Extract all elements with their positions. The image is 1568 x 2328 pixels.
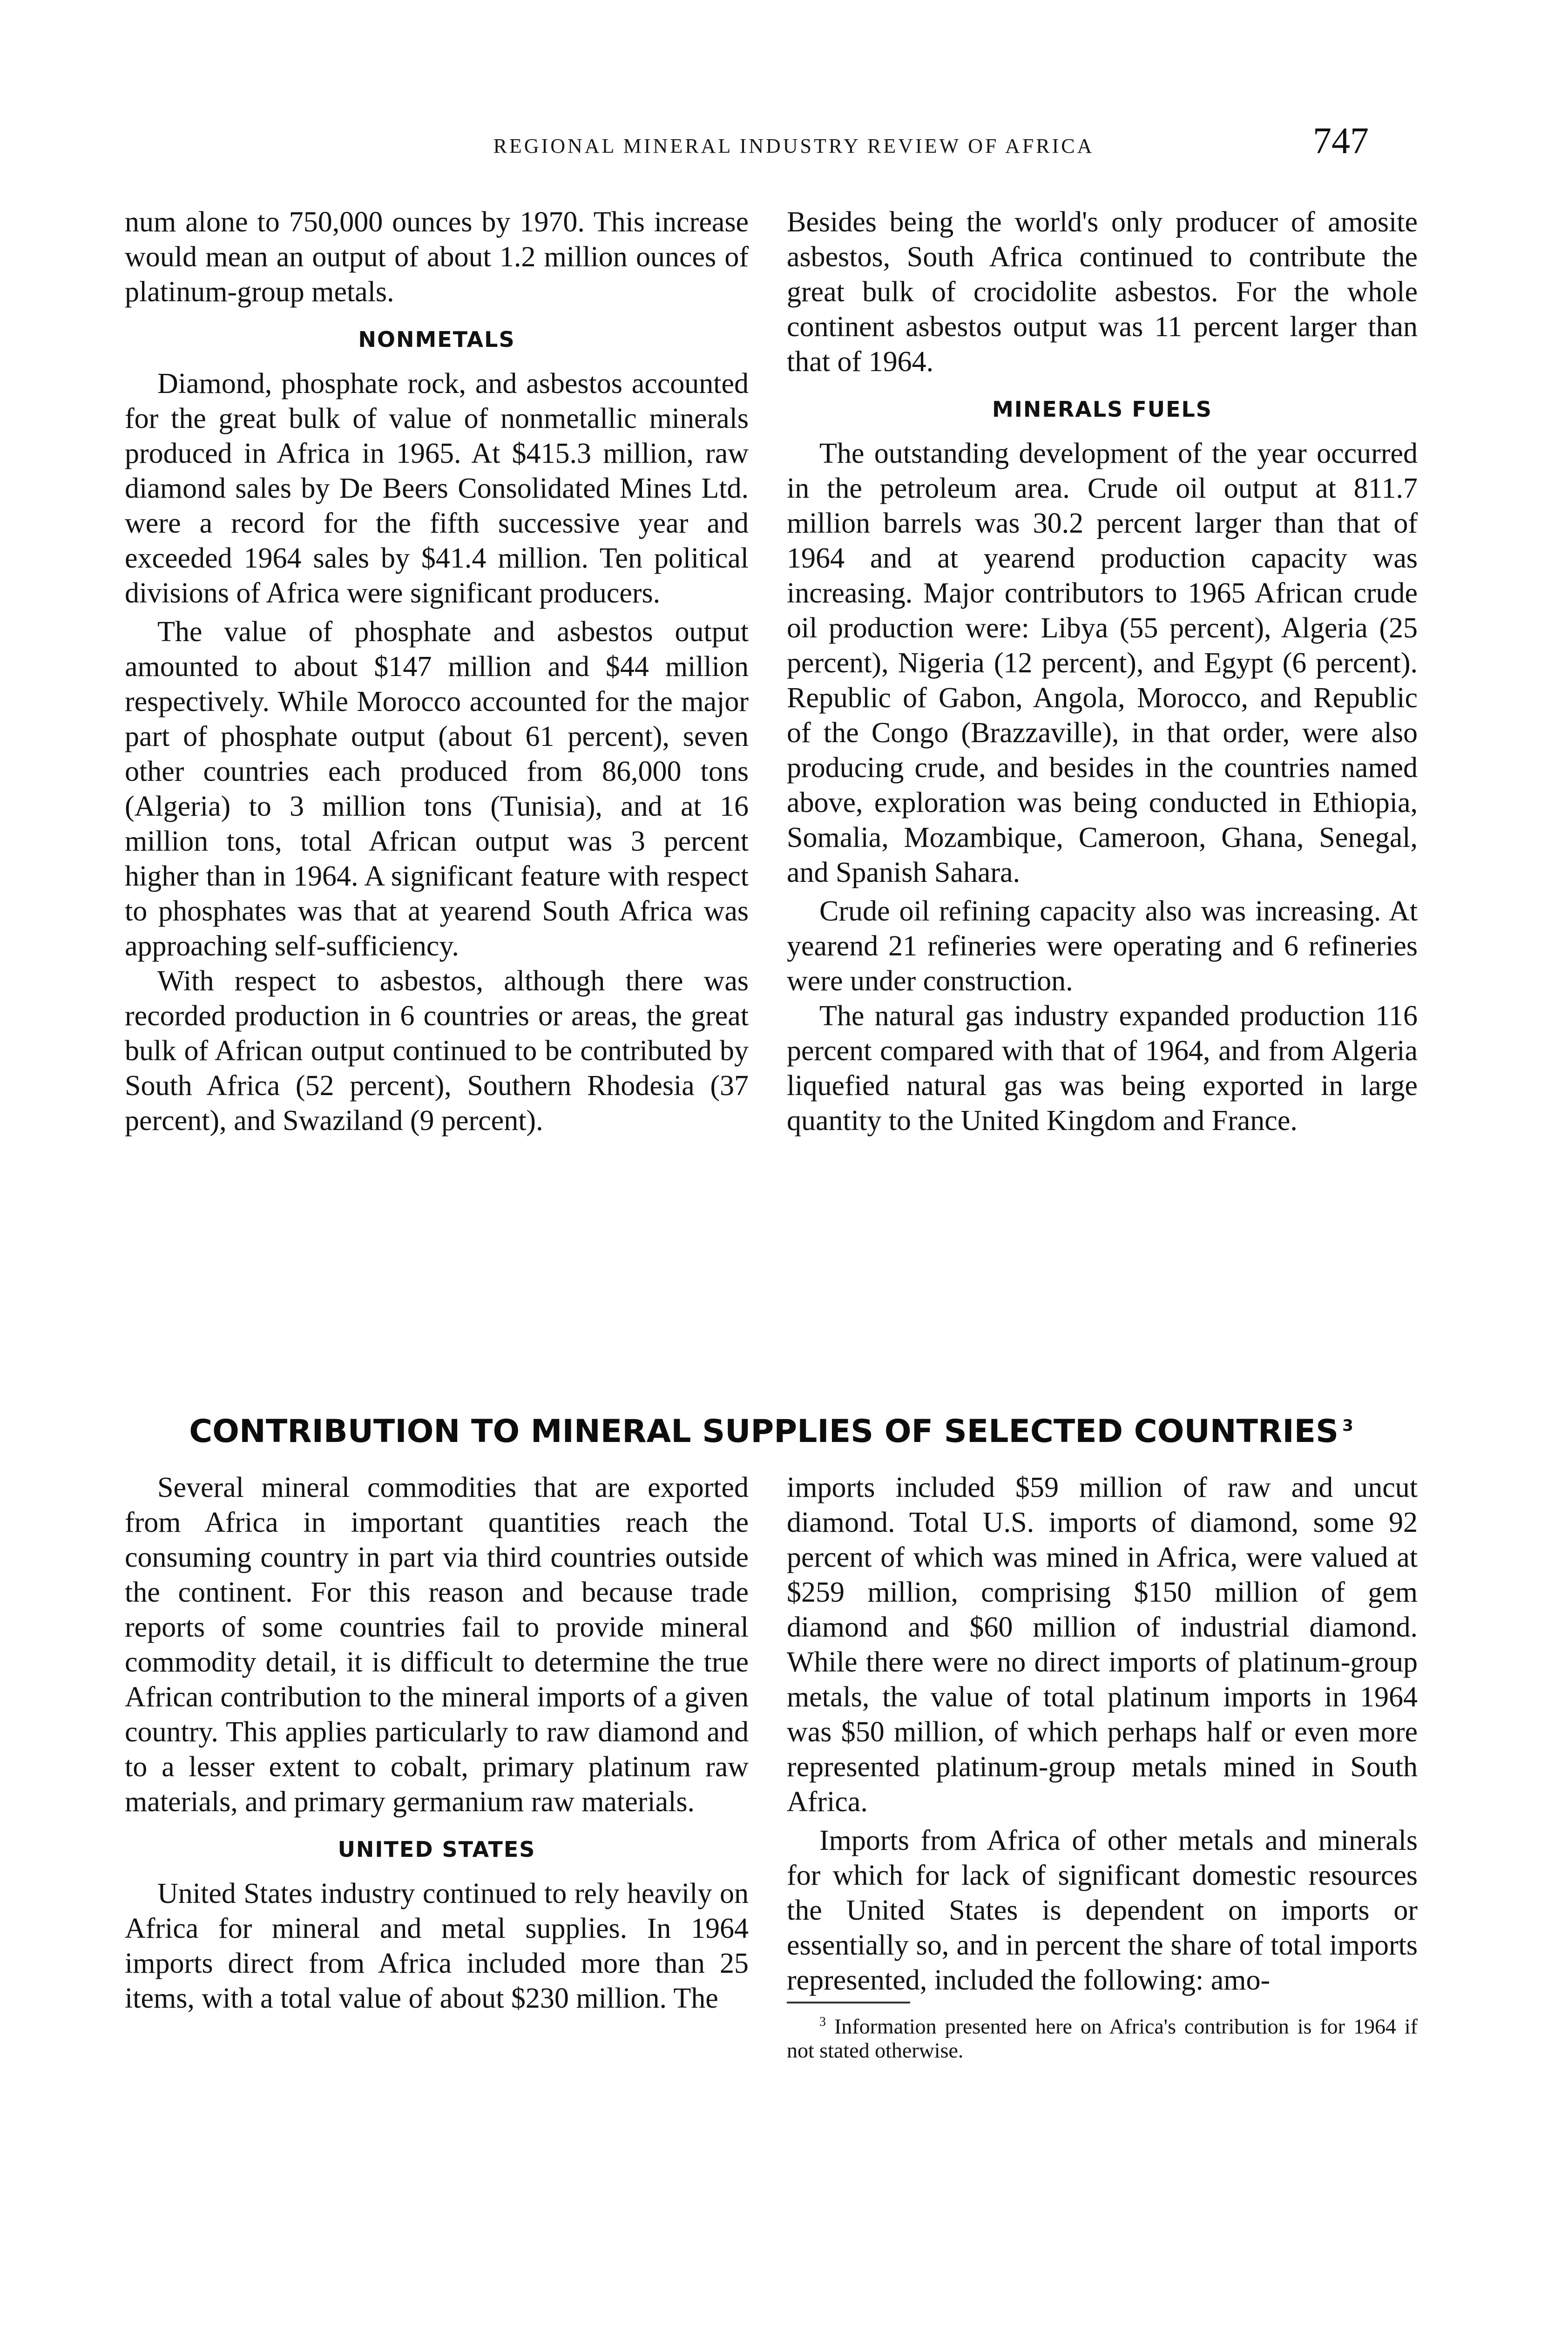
- paragraph-refining: Crude oil refining capacity also was increasing. At yearend 21 refineries were operating and 6 refineries were under construction.: [787, 895, 1418, 997]
- page-number: 747: [1313, 121, 1369, 162]
- paragraph-us-imports: imports included $59 million of raw and uncut diamond. Total U.S. imports of diamond, some 92 percent of which was mined in Africa, were valued at $259 million, comprising $150 million of gem diamond and $60 million of industrial diamond. While there were no direct imports of platinum-group metals, the value of total platinum imports in 1964 was $50 million, of which perhaps half or even more represented platinum-group metals mined in South Africa.: [787, 1472, 1418, 1818]
- section-title-text: CONTRIBUTION TO MINERAL SUPPLIES OF SELECTED COUNTRIES: [189, 1413, 1339, 1450]
- footnote-text: Information presented here on Africa's contribution is for 1964 if not stated otherwise.: [787, 2014, 1418, 2063]
- paragraph-asbestos: With respect to asbestos, although there was recorded production in 6 countries or areas, the great bulk of African output continued to be contributed by South Africa (52 percent), Southern Rhodesia (37 percent), and Swaziland (9 percent).: [125, 965, 749, 1137]
- footnote-marker: 3: [819, 2015, 826, 2029]
- paragraph-other-metals: Imports from Africa of other metals and minerals for which for lack of significant domestic resources the United States is dependent on imports or essentially so, and in percent the share of total imports represented, included the following: amo-: [787, 1825, 1418, 1996]
- paragraph-natural-gas: The natural gas industry expanded production 116 percent compared with that of 1964, and from Algeria liquefied natural gas was being exported in large quantity to the United Kingdom and France.: [787, 1000, 1418, 1137]
- paragraph-amosite-asbestos: Besides being the world's only producer of amosite asbestos, South Africa continued to contribute the great bulk of crocidolite asbestos. For the whole continent asbestos output was 11 percent larger than that of 1964.: [787, 206, 1418, 378]
- column-left-top: [125, 205, 749, 1138]
- paragraph-diamond-phosphate: Diamond, phosphate rock, and asbestos accounted for the great bulk of value of nonmetallic minerals produced in Africa in 1965. At $415.3 million, raw diamond sales by De Beers Consolidated Mines Ltd. were a record for the fifth successive year and exceeded 1964 sales by $41.4 million. Ten political divisions of Africa were significant producers.: [125, 368, 749, 609]
- section-footnote-marker: 3: [1342, 1416, 1353, 1435]
- heading-nonmetals: NONMETALS: [358, 327, 515, 352]
- column-left-bottom: [125, 1470, 749, 2016]
- heading-united-states: UNITED STATES: [338, 1837, 536, 1862]
- column-right-top: [787, 205, 1418, 1138]
- footnote: [787, 2010, 1418, 2063]
- footnote-rule: [787, 2002, 910, 2003]
- paragraph-mineral-commodities: Several mineral commodities that are exported from Africa in important quantities reach the consuming country in part via third countries outside the continent. For this reason and because trade reports of some countries fail to provide mineral commodity detail, it is difficult to determine the true African contribution to the mineral imports of a given country. This applies particularly to raw diamond and to a lesser extent to cobalt, primary platinum raw materials, and primary germanium raw materials.: [125, 1472, 749, 1818]
- paragraph-platinum-continued: num alone to 750,000 ounces by 1970. This increase would mean an output of about 1.2 million ounces of platinum-group metals.: [125, 206, 749, 308]
- column-right-bottom: [787, 1470, 1418, 2063]
- heading-minerals-fuels: MINERALS FUELS: [992, 397, 1212, 422]
- running-head: REGIONAL MINERAL INDUSTRY REVIEW OF AFRICA: [493, 135, 1095, 157]
- paragraph-us-industry: United States industry continued to rely heavily on Africa for mineral and metal supplies. In 1964 imports direct from Africa included more than 25 items, with a total value of about $230 million. The: [125, 1878, 749, 2014]
- section-title: [125, 1413, 1418, 1450]
- paragraph-phosphate-value: The value of phosphate and asbestos output amounted to about $147 million and $44 million respectively. While Morocco accounted for the major part of phosphate output (about 61 percent), seven other countries each produced from 86,000 tons (Algeria) to 3 million tons (Tunisia), and at 16 million tons, total African output was 3 percent higher than in 1964. A significant feature with respect to phosphates was that at yearend South Africa was approaching self-sufficiency.: [125, 616, 749, 962]
- paragraph-petroleum: The outstanding development of the year occurred in the petroleum area. Crude oil output at 811.7 million barrels was 30.2 percent larger than that of 1964 and at yearend production capacity was increasing. Major contributors to 1965 African crude oil production were: Libya (55 percent), Algeria (25 percent), Nigeria (12 percent), and Egypt (6 percent). Republic of Gabon, Angola, Morocco, and Republic of the Congo (Brazzaville), in that order, were also producing crude, and besides in the countries named above, exploration was being conducted in Ethiopia, Somalia, Mozambique, Cameroon, Ghana, Senegal, and Spanish Sahara.: [787, 438, 1418, 888]
